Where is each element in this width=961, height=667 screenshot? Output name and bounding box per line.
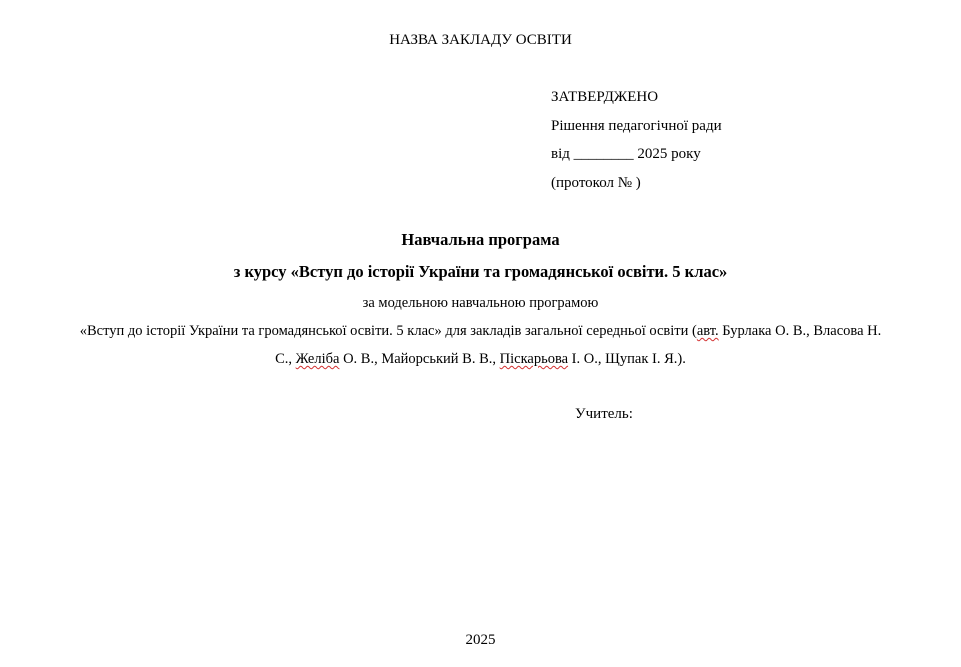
program-basis-line-1: [0, 324, 961, 339]
basis-text: Бурлака О. В., Власова Н.: [718, 323, 882, 339]
program-basis-line-2: [0, 352, 961, 367]
institution-name: НАЗВА ЗАКЛАДУ ОСВІТИ: [389, 32, 572, 48]
approval-heading: ЗАТВЕРДЖЕНО: [551, 89, 659, 105]
basis-text: С.,: [275, 351, 296, 367]
course-title: з курсу «Вступ до історії України та громадянської освіти. 5 клас»: [233, 262, 728, 281]
basis-text: І. О., Щупак І. Я.).: [568, 351, 686, 367]
approval-council: Рішення педагогічної ради: [551, 118, 722, 134]
approval-date: від ________ 2025 року: [551, 146, 701, 162]
approval-protocol: (протокол № ): [551, 175, 641, 191]
spellcheck-word: Піскарьова: [499, 351, 569, 367]
program-subtitle: за модельною навчальною програмою: [362, 295, 599, 311]
teacher-label: Учитель:: [575, 406, 633, 422]
document-title: Навчальна програма: [401, 230, 560, 249]
document-year: 2025: [465, 632, 496, 648]
basis-text: О. В., Майорський В. В.,: [339, 351, 500, 367]
basis-text: «Вступ до історії України та громадянської освіти. 5 клас» для закладів загальної середньої освіти (: [79, 323, 697, 339]
spellcheck-word: Желіба: [295, 351, 340, 367]
spellcheck-word: авт.: [696, 323, 719, 339]
